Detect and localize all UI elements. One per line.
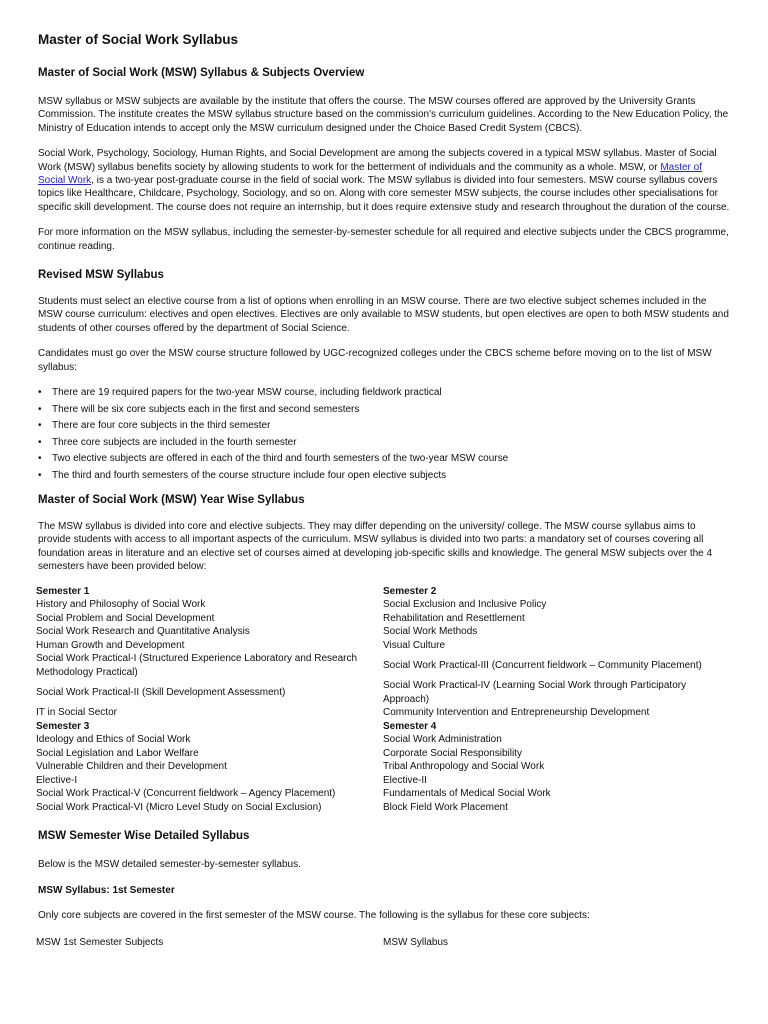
- table-cell: Ideology and Ethics of Social Work: [36, 734, 191, 746]
- semester-4-header: Semester 4: [383, 720, 437, 732]
- list-item: • Three core subjects are included in the fourth semester: [38, 436, 730, 449]
- semester-1-header: Semester 1: [36, 585, 90, 597]
- table-row: [36, 612, 730, 626]
- table-cell: Rehabilitation and Resettlement: [383, 612, 525, 624]
- table-cell: Corporate Social Responsibility: [383, 747, 522, 759]
- detailed-paragraph-2: Only core subjects are covered in the first semester of the MSW course. The following is the syllabus for these core subjects:: [38, 909, 590, 921]
- table-cell: Social Work Methods: [383, 626, 478, 638]
- revised-paragraph-1: Students must select an elective course from a list of options when enrolling in an MSW course. There are two elective subject schemes included in the MSW course curriculum: electives and open electives. Electives are only available to MSW students, but open electives are open to both MSW students and students of other courses offered by the department of Social Science.: [38, 296, 729, 334]
- overview-paragraph-1: MSW syllabus or MSW subjects are available by the institute that offers the course. The MSW courses offered are approved by the University Grants Commission. The institute creates the MSW syllabus structure based on the commission's curriculum guidelines. According to the New Education Policy, the Ministry of Education intends to accept only the MSW curriculum designed under the Choice Based Credit System (CBCS).: [38, 96, 729, 134]
- syllabus-column-header: MSW Syllabus: [383, 937, 449, 949]
- table-row: [36, 652, 730, 679]
- table-row: [36, 598, 730, 612]
- list-item: • The third and fourth semesters of the course structure include four open elective subjects: [38, 469, 730, 482]
- table-cell: Human Growth and Development: [36, 639, 185, 651]
- table-cell: Social Work Practical-II (Skill Development Assessment): [36, 686, 286, 698]
- yearwise-section: [38, 492, 730, 814]
- first-semester-subheading: MSW Syllabus: 1st Semester: [38, 884, 175, 896]
- revised-heading: Revised MSW Syllabus: [38, 269, 164, 282]
- master-of-social-work-link[interactable]: Master of Social Work: [38, 161, 702, 187]
- table-row: [36, 625, 730, 639]
- revised-section: [38, 267, 730, 482]
- table-row: [36, 679, 730, 706]
- revised-paragraph-2: Candidates must go over the MSW course structure followed by UGC-recognized colleges under the CBCS scheme before moving on to the list of MSW syllabus:: [38, 348, 712, 373]
- overview-p2-text-b: , is a two-year post-graduate course in the field of social work. The MSW syllabus is divided into four semesters. MSW course syllabus covers topics like Healthcare, Childcare, Psychology, Sociology, and so on. Along with core semester MSW subjects, the course includes other specialisations for specific skill development. The course does not require an internship, but it does require extensive study and research throughout the duration of the course.: [38, 175, 730, 213]
- table-cell: Social Work Practical-III (Concurrent fieldwork – Community Placement): [383, 659, 702, 671]
- detailed-heading: MSW Semester Wise Detailed Syllabus: [38, 830, 250, 843]
- yearwise-heading: Master of Social Work (MSW) Year Wise Syllabus: [38, 494, 305, 506]
- table-cell: IT in Social Sector: [36, 707, 117, 719]
- table-cell: Elective-I: [36, 774, 78, 786]
- table-cell: Social Work Practical-VI (Micro Level Study on Social Exclusion): [36, 801, 322, 813]
- list-item: • Two elective subjects are offered in each of the third and fourth semesters of the two-year MSW course: [38, 452, 730, 465]
- table-cell: Social Work Practical-V (Concurrent fieldwork – Agency Placement): [36, 788, 336, 800]
- overview-p2-text-a: Social Work, Psychology, Sociology, Human Rights, and Social Development are among the subjects covered in a typical MSW syllabus. Master of Social Work (MSW) syllabus benefits society by allowing students to work for the betterment of individuals and the community as a whole. MSW, or: [38, 148, 717, 173]
- yearwise-paragraph: The MSW syllabus is divided into core and elective subjects. They may differ depending on the university/ college. The MSW course syllabus aims to provide students with access to all important aspects of the curriculum. MSW syllabus is divided into two parts: a mandatory set of courses covering all foundation areas in literature and an elective set of courses aimed at developing job-specific skills and knowledge. The general MSW subjects over the 4 semesters have been provided below:: [38, 521, 713, 573]
- table-cell: Block Field Work Placement: [383, 801, 508, 813]
- table-cell: Social Work Practical-I (Structured Experience Laboratory and Research Methodology Practical): [36, 653, 358, 678]
- table-cell: Social Work Research and Quantitative Analysis: [36, 626, 250, 638]
- table-cell: Elective-II: [383, 774, 427, 786]
- overview-heading: Master of Social Work (MSW) Syllabus & Subjects Overview: [38, 67, 365, 79]
- table-cell: Vulnerable Children and their Development: [36, 761, 227, 773]
- table-cell: Visual Culture: [383, 639, 446, 651]
- list-item: • There will be six core subjects each in the first and second semesters: [38, 403, 730, 416]
- table-row: [36, 733, 730, 747]
- table-cell: Social Problem and Social Development: [36, 612, 215, 624]
- table-cell: Community Intervention and Entrepreneurship Development: [383, 707, 650, 719]
- table-cell: Social Work Administration: [383, 734, 502, 746]
- table-cell: Social Legislation and Labor Welfare: [36, 747, 199, 759]
- overview-paragraph-2: [38, 147, 730, 214]
- table-row: [36, 639, 730, 653]
- table-cell: History and Philosophy of Social Work: [36, 599, 206, 611]
- table-cell: Tribal Anthropology and Social Work: [383, 761, 545, 773]
- table-row: [36, 747, 730, 761]
- subjects-header-row: [36, 936, 730, 949]
- table-row: [36, 801, 730, 815]
- semester-2-header: Semester 2: [383, 585, 437, 597]
- table-row: [36, 774, 730, 788]
- detailed-paragraph-1: Below is the MSW detailed semester-by-semester syllabus.: [38, 859, 301, 871]
- table-row: [36, 787, 730, 801]
- semester-3-header: Semester 3: [36, 720, 90, 732]
- detailed-section: [38, 828, 730, 950]
- table-header-row: [36, 585, 730, 599]
- list-item: • There are 19 required papers for the two-year MSW course, including fieldwork practical: [38, 386, 730, 399]
- page-title: Master of Social Work Syllabus: [38, 32, 239, 47]
- subjects-column-header: MSW 1st Semester Subjects: [36, 937, 164, 949]
- semester-table: [36, 585, 730, 815]
- table-cell: Fundamentals of Medical Social Work: [383, 788, 551, 800]
- table-row: [36, 706, 730, 720]
- table-header-row: [36, 720, 730, 734]
- table-row: [36, 760, 730, 774]
- revised-bullet-list: [38, 386, 730, 482]
- overview-paragraph-3: For more information on the MSW syllabus, including the semester-by-semester schedule for all required and elective subjects under the CBCS programme, continue reading.: [38, 227, 729, 252]
- list-item: • There are four core subjects in the third semester: [38, 419, 730, 432]
- overview-section: [38, 65, 730, 253]
- table-cell: Social Exclusion and Inclusive Policy: [383, 599, 547, 611]
- table-cell: Social Work Practical-IV (Learning Social Work through Participatory Approach): [383, 680, 687, 705]
